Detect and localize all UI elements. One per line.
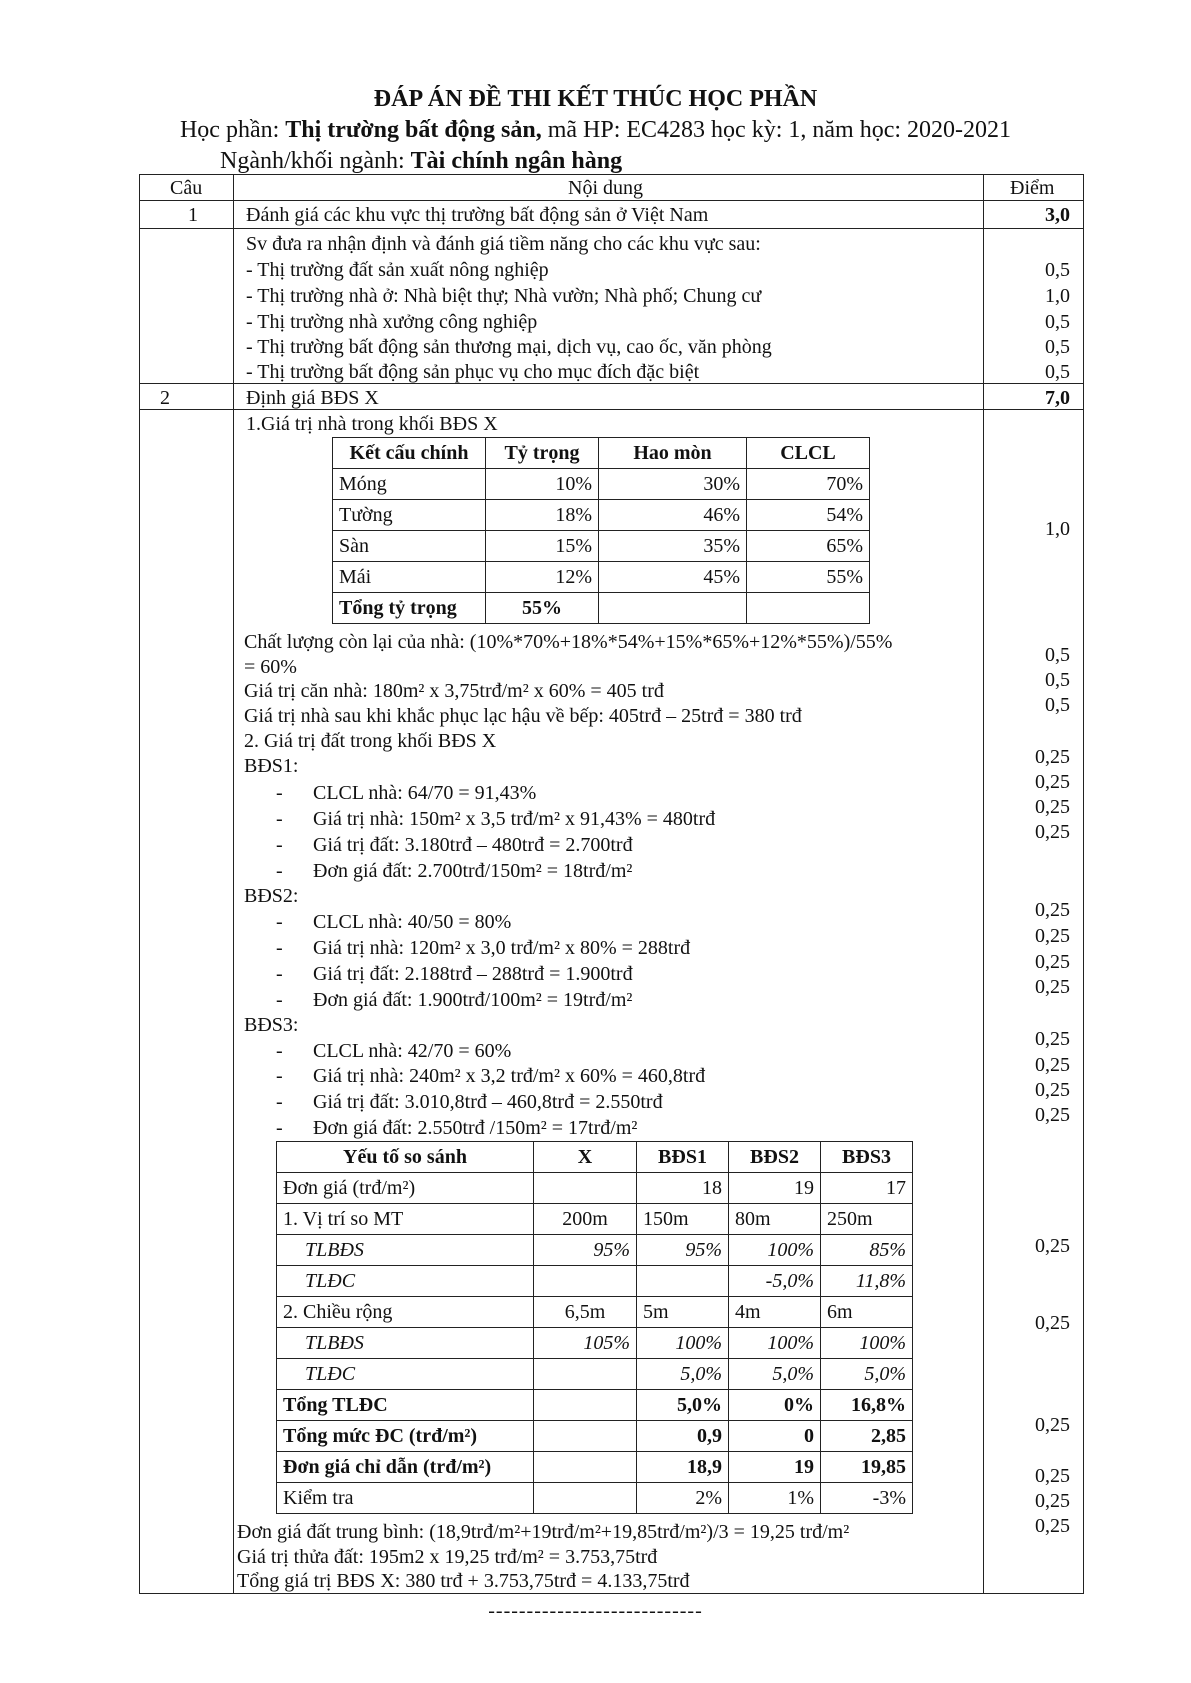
cell: 70% [747, 469, 870, 500]
column-header-content: Nội dung [568, 177, 643, 199]
q1-item: - Thị trường nhà ở: Nhà biệt thự; Nhà vườn; Nhà phố; Chung cư [246, 285, 762, 307]
points: 0,25 [1035, 1312, 1070, 1334]
comparison-row [277, 1390, 913, 1421]
cell: 100% [729, 1328, 821, 1359]
cell: TLBĐS [277, 1235, 534, 1266]
points: 0,25 [1035, 976, 1070, 998]
comparison-table [276, 1141, 913, 1514]
cell: 0% [729, 1390, 821, 1421]
bds3-line: - [276, 1117, 283, 1139]
cell: 19,85 [821, 1452, 913, 1483]
structure-row [333, 531, 870, 562]
structure-total-row [333, 593, 870, 624]
comparison-header: X [534, 1142, 637, 1173]
comparison-row [277, 1483, 913, 1514]
course-prefix: Học phần: [179, 117, 286, 143]
cell: Kiểm tra [277, 1483, 534, 1514]
cell: 6m [821, 1297, 913, 1328]
bds2-line: CLCL nhà: 40/50 = 80% [313, 911, 512, 933]
cell [534, 1421, 637, 1452]
structure-table [332, 437, 870, 624]
bds3-label: BĐS3: [244, 1014, 299, 1036]
document-title: ĐÁP ÁN ĐỀ THI KẾT THÚC HỌC PHẦN [373, 86, 818, 112]
cell: Mái [333, 562, 486, 593]
q1-item: - Thị trường nhà xưởng công nghiệp [246, 311, 538, 333]
points: 0,25 [1035, 1054, 1070, 1076]
cell: Tường [333, 500, 486, 531]
cell: 18% [486, 500, 599, 531]
points: 0,25 [1035, 1235, 1070, 1257]
cell: 6,5m [534, 1297, 637, 1328]
points: 0,25 [1035, 796, 1070, 818]
bds2-line: Giá trị đất: 2.188trđ – 288trđ = 1.900trđ [313, 963, 633, 985]
cell: 100% [821, 1328, 913, 1359]
cell: 5,0% [637, 1359, 729, 1390]
major-name: Tài chính ngân hàng [410, 148, 623, 174]
row-divider [139, 200, 1084, 201]
points: 0,25 [1035, 1028, 1070, 1050]
structure-row [333, 500, 870, 531]
bds2-line: - [276, 963, 283, 985]
cell: TLĐC [277, 1266, 534, 1297]
course-name: Thị trường bất động sản, [285, 117, 542, 143]
cell [637, 1266, 729, 1297]
comparison-row [277, 1266, 913, 1297]
cell: 80m [729, 1204, 821, 1235]
comparison-header: BĐS2 [729, 1142, 821, 1173]
course-line [0, 117, 1191, 144]
cell: 12% [486, 562, 599, 593]
q1-item: - Thị trường đất sản xuất nông nghiệp [246, 259, 549, 281]
q2-title: Định giá BĐS X [246, 387, 379, 409]
bds1-line: Đơn giá đất: 2.700trđ/150m² = 18trđ/m² [313, 860, 633, 882]
q1-item: - Thị trường bất động sản thương mại, dịch vụ, cao ốc, văn phòng [246, 336, 772, 358]
bds2-line: Đơn giá đất: 1.900trđ/100m² = 19trđ/m² [313, 989, 633, 1011]
comparison-row [277, 1235, 913, 1266]
cell: 65% [747, 531, 870, 562]
course-suffix: mã HP: EC4283 học kỳ: 1, năm học: 2020-2021 [541, 117, 1012, 143]
cell: 2. Chiều rộng [277, 1297, 534, 1328]
cell: 10% [486, 469, 599, 500]
cell: 45% [599, 562, 747, 593]
q2-total-points: 7,0 [1045, 387, 1070, 409]
bds2-label: BĐS2: [244, 885, 299, 907]
q1-title: Đánh giá các khu vực thị trường bất động sản ở Việt Nam [246, 204, 709, 226]
q2-section1-heading: 1.Giá trị nhà trong khối BĐS X [246, 413, 498, 435]
cell: 1% [729, 1483, 821, 1514]
comparison-row [277, 1328, 913, 1359]
bds3-line: - [276, 1091, 283, 1113]
bds3-line: Giá trị nhà: 240m² x 3,2 trđ/m² x 60% = 460,8trđ [313, 1065, 706, 1087]
cell: 2,85 [821, 1421, 913, 1452]
cell [534, 1390, 637, 1421]
bds1-label: BĐS1: [244, 755, 299, 777]
bds3-line: - [276, 1065, 283, 1087]
cell: 250m [821, 1204, 913, 1235]
major-prefix: Ngành/khối ngành: [220, 148, 411, 174]
cell: Móng [333, 469, 486, 500]
bds1-line: - [276, 860, 283, 882]
cell: -5,0% [729, 1266, 821, 1297]
major-line [220, 148, 622, 175]
points: 0,25 [1035, 771, 1070, 793]
clcl-formula: Chất lượng còn lại của nhà: (10%*70%+18%*54%+15%*65%+12%*55%)/55% [244, 631, 893, 653]
cell: 46% [599, 500, 747, 531]
q1-total-points: 3,0 [1045, 204, 1070, 226]
points: 0,25 [1035, 1490, 1070, 1512]
cell: 15% [486, 531, 599, 562]
cell: 55% [486, 593, 599, 624]
q1-item-points: 1,0 [1045, 285, 1070, 307]
comparison-row [277, 1204, 913, 1235]
q1-number: 1 [188, 204, 198, 226]
bds2-line: - [276, 989, 283, 1011]
comparison-row [277, 1421, 913, 1452]
comparison-row [277, 1452, 913, 1483]
points: 0,25 [1035, 899, 1070, 921]
q2-number: 2 [160, 387, 170, 409]
points: 0,25 [1035, 1414, 1070, 1436]
structure-header: CLCL [747, 438, 870, 469]
cell: Đơn giá chỉ dẫn (trđ/m²) [277, 1452, 534, 1483]
cell: 16,8% [821, 1390, 913, 1421]
row-divider [139, 228, 1084, 229]
bds1-line: - [276, 782, 283, 804]
comparison-header: Yếu tố so sánh [277, 1142, 534, 1173]
q1-item: - Thị trường bất động sản phục vụ cho mục đích đặc biệt [246, 361, 700, 383]
col-divider-points [983, 174, 984, 1594]
cell [534, 1359, 637, 1390]
bds1-line: - [276, 808, 283, 830]
cell: 18,9 [637, 1452, 729, 1483]
cell: 85% [821, 1235, 913, 1266]
q1-item-points: 0,5 [1045, 361, 1070, 383]
structure-row [333, 562, 870, 593]
cell: TLĐC [277, 1359, 534, 1390]
bds1-line: - [276, 834, 283, 856]
cell: 11,8% [821, 1266, 913, 1297]
structure-row [333, 469, 870, 500]
cell: 18 [637, 1173, 729, 1204]
q1-item-points: 0,5 [1045, 336, 1070, 358]
column-header-q: Câu [170, 177, 203, 199]
bds3-line: Đơn giá đất: 2.550trđ /150m² = 17trđ/m² [313, 1117, 638, 1139]
bds1-line: CLCL nhà: 64/70 = 91,43% [313, 782, 537, 804]
structure-table-points: 1,0 [1045, 518, 1070, 540]
cell: 17 [821, 1173, 913, 1204]
q1-intro: Sv đưa ra nhận định và đánh giá tiềm năng cho các khu vực sau: [246, 233, 761, 255]
house-after-fix: Giá trị nhà sau khi khắc phục lạc hậu về bếp: 405trđ – 25trđ = 380 trđ [244, 705, 802, 727]
points: 0,25 [1035, 746, 1070, 768]
bds3-line: - [276, 1040, 283, 1062]
bds1-line: Giá trị đất: 3.180trđ – 480trđ = 2.700trđ [313, 834, 633, 856]
cell: 19 [729, 1173, 821, 1204]
cell: 30% [599, 469, 747, 500]
cell: 2% [637, 1483, 729, 1514]
points: 0,25 [1035, 821, 1070, 843]
clcl-result: = 60% [244, 656, 297, 678]
structure-header: Hao mòn [599, 438, 747, 469]
cell [534, 1452, 637, 1483]
structure-header: Tỷ trọng [486, 438, 599, 469]
cell: 95% [637, 1235, 729, 1266]
cell: 19 [729, 1452, 821, 1483]
cell: 100% [729, 1235, 821, 1266]
cell [534, 1266, 637, 1297]
comparison-header: BĐS3 [821, 1142, 913, 1173]
cell: Tổng tỷ trọng [333, 593, 486, 624]
q1-item-points: 0,5 [1045, 311, 1070, 333]
structure-header: Kết cấu chính [333, 438, 486, 469]
comparison-header: BĐS1 [637, 1142, 729, 1173]
points: 0,25 [1035, 925, 1070, 947]
cell: 5,0% [637, 1390, 729, 1421]
bds2-line: - [276, 937, 283, 959]
cell: 5,0% [729, 1359, 821, 1390]
cell: Đơn giá (trđ/m²) [277, 1173, 534, 1204]
house-value: Giá trị căn nhà: 180m² x 3,75trđ/m² x 60% = 405 trđ [244, 680, 664, 702]
bds2-line: - [276, 911, 283, 933]
points: 0,5 [1045, 694, 1070, 716]
cell: 105% [534, 1328, 637, 1359]
end-separator: ---------------------------- [488, 1600, 703, 1622]
comparison-row [277, 1297, 913, 1328]
average-land-price: Đơn giá đất trung bình: (18,9trđ/m²+19trđ/m²+19,85trđ/m²)/3 = 19,25 trđ/m² [237, 1521, 850, 1543]
cell: 55% [747, 562, 870, 593]
cell: 5m [637, 1297, 729, 1328]
cell: 5,0% [821, 1359, 913, 1390]
comparison-row [277, 1173, 913, 1204]
col-divider-q [233, 174, 234, 1594]
cell: 54% [747, 500, 870, 531]
q1-item-points: 0,5 [1045, 259, 1070, 281]
cell: Tổng mức ĐC (trđ/m²) [277, 1421, 534, 1452]
cell: 95% [534, 1235, 637, 1266]
cell: 1. Vị trí so MT [277, 1204, 534, 1235]
bds2-line: Giá trị nhà: 120m² x 3,0 trđ/m² x 80% = 288trđ [313, 937, 691, 959]
land-value: Giá trị thửa đất: 195m2 x 19,25 trđ/m² = 3.753,75trđ [237, 1546, 658, 1568]
cell: 150m [637, 1204, 729, 1235]
cell: -3% [821, 1483, 913, 1514]
bds1-line: Giá trị nhà: 150m² x 3,5 trđ/m² x 91,43% = 480trđ [313, 808, 716, 830]
cell: 0,9 [637, 1421, 729, 1452]
total-value-x: Tổng giá trị BĐS X: 380 trđ + 3.753,75trđ = 4.133,75trđ [237, 1570, 690, 1592]
comparison-row [277, 1359, 913, 1390]
points: 0,25 [1035, 1515, 1070, 1537]
points: 0,25 [1035, 1079, 1070, 1101]
column-header-points: Điểm [1010, 177, 1055, 199]
bds3-line: Giá trị đất: 3.010,8trđ – 460,8trđ = 2.550trđ [313, 1091, 663, 1113]
q2-section2-heading: 2. Giá trị đất trong khối BĐS X [244, 730, 497, 752]
cell [534, 1483, 637, 1514]
cell: 200m [534, 1204, 637, 1235]
points: 0,25 [1035, 1104, 1070, 1126]
cell: Sàn [333, 531, 486, 562]
cell: Tổng TLĐC [277, 1390, 534, 1421]
cell: 35% [599, 531, 747, 562]
points: 0,5 [1045, 644, 1070, 666]
cell: 4m [729, 1297, 821, 1328]
cell: 100% [637, 1328, 729, 1359]
points: 0,5 [1045, 669, 1070, 691]
cell: TLBĐS [277, 1328, 534, 1359]
bds3-line: CLCL nhà: 42/70 = 60% [313, 1040, 512, 1062]
comparison-header-row [277, 1142, 913, 1173]
structure-header-row [333, 438, 870, 469]
points: 0,25 [1035, 1465, 1070, 1487]
cell: 0 [729, 1421, 821, 1452]
cell [534, 1173, 637, 1204]
points: 0,25 [1035, 951, 1070, 973]
